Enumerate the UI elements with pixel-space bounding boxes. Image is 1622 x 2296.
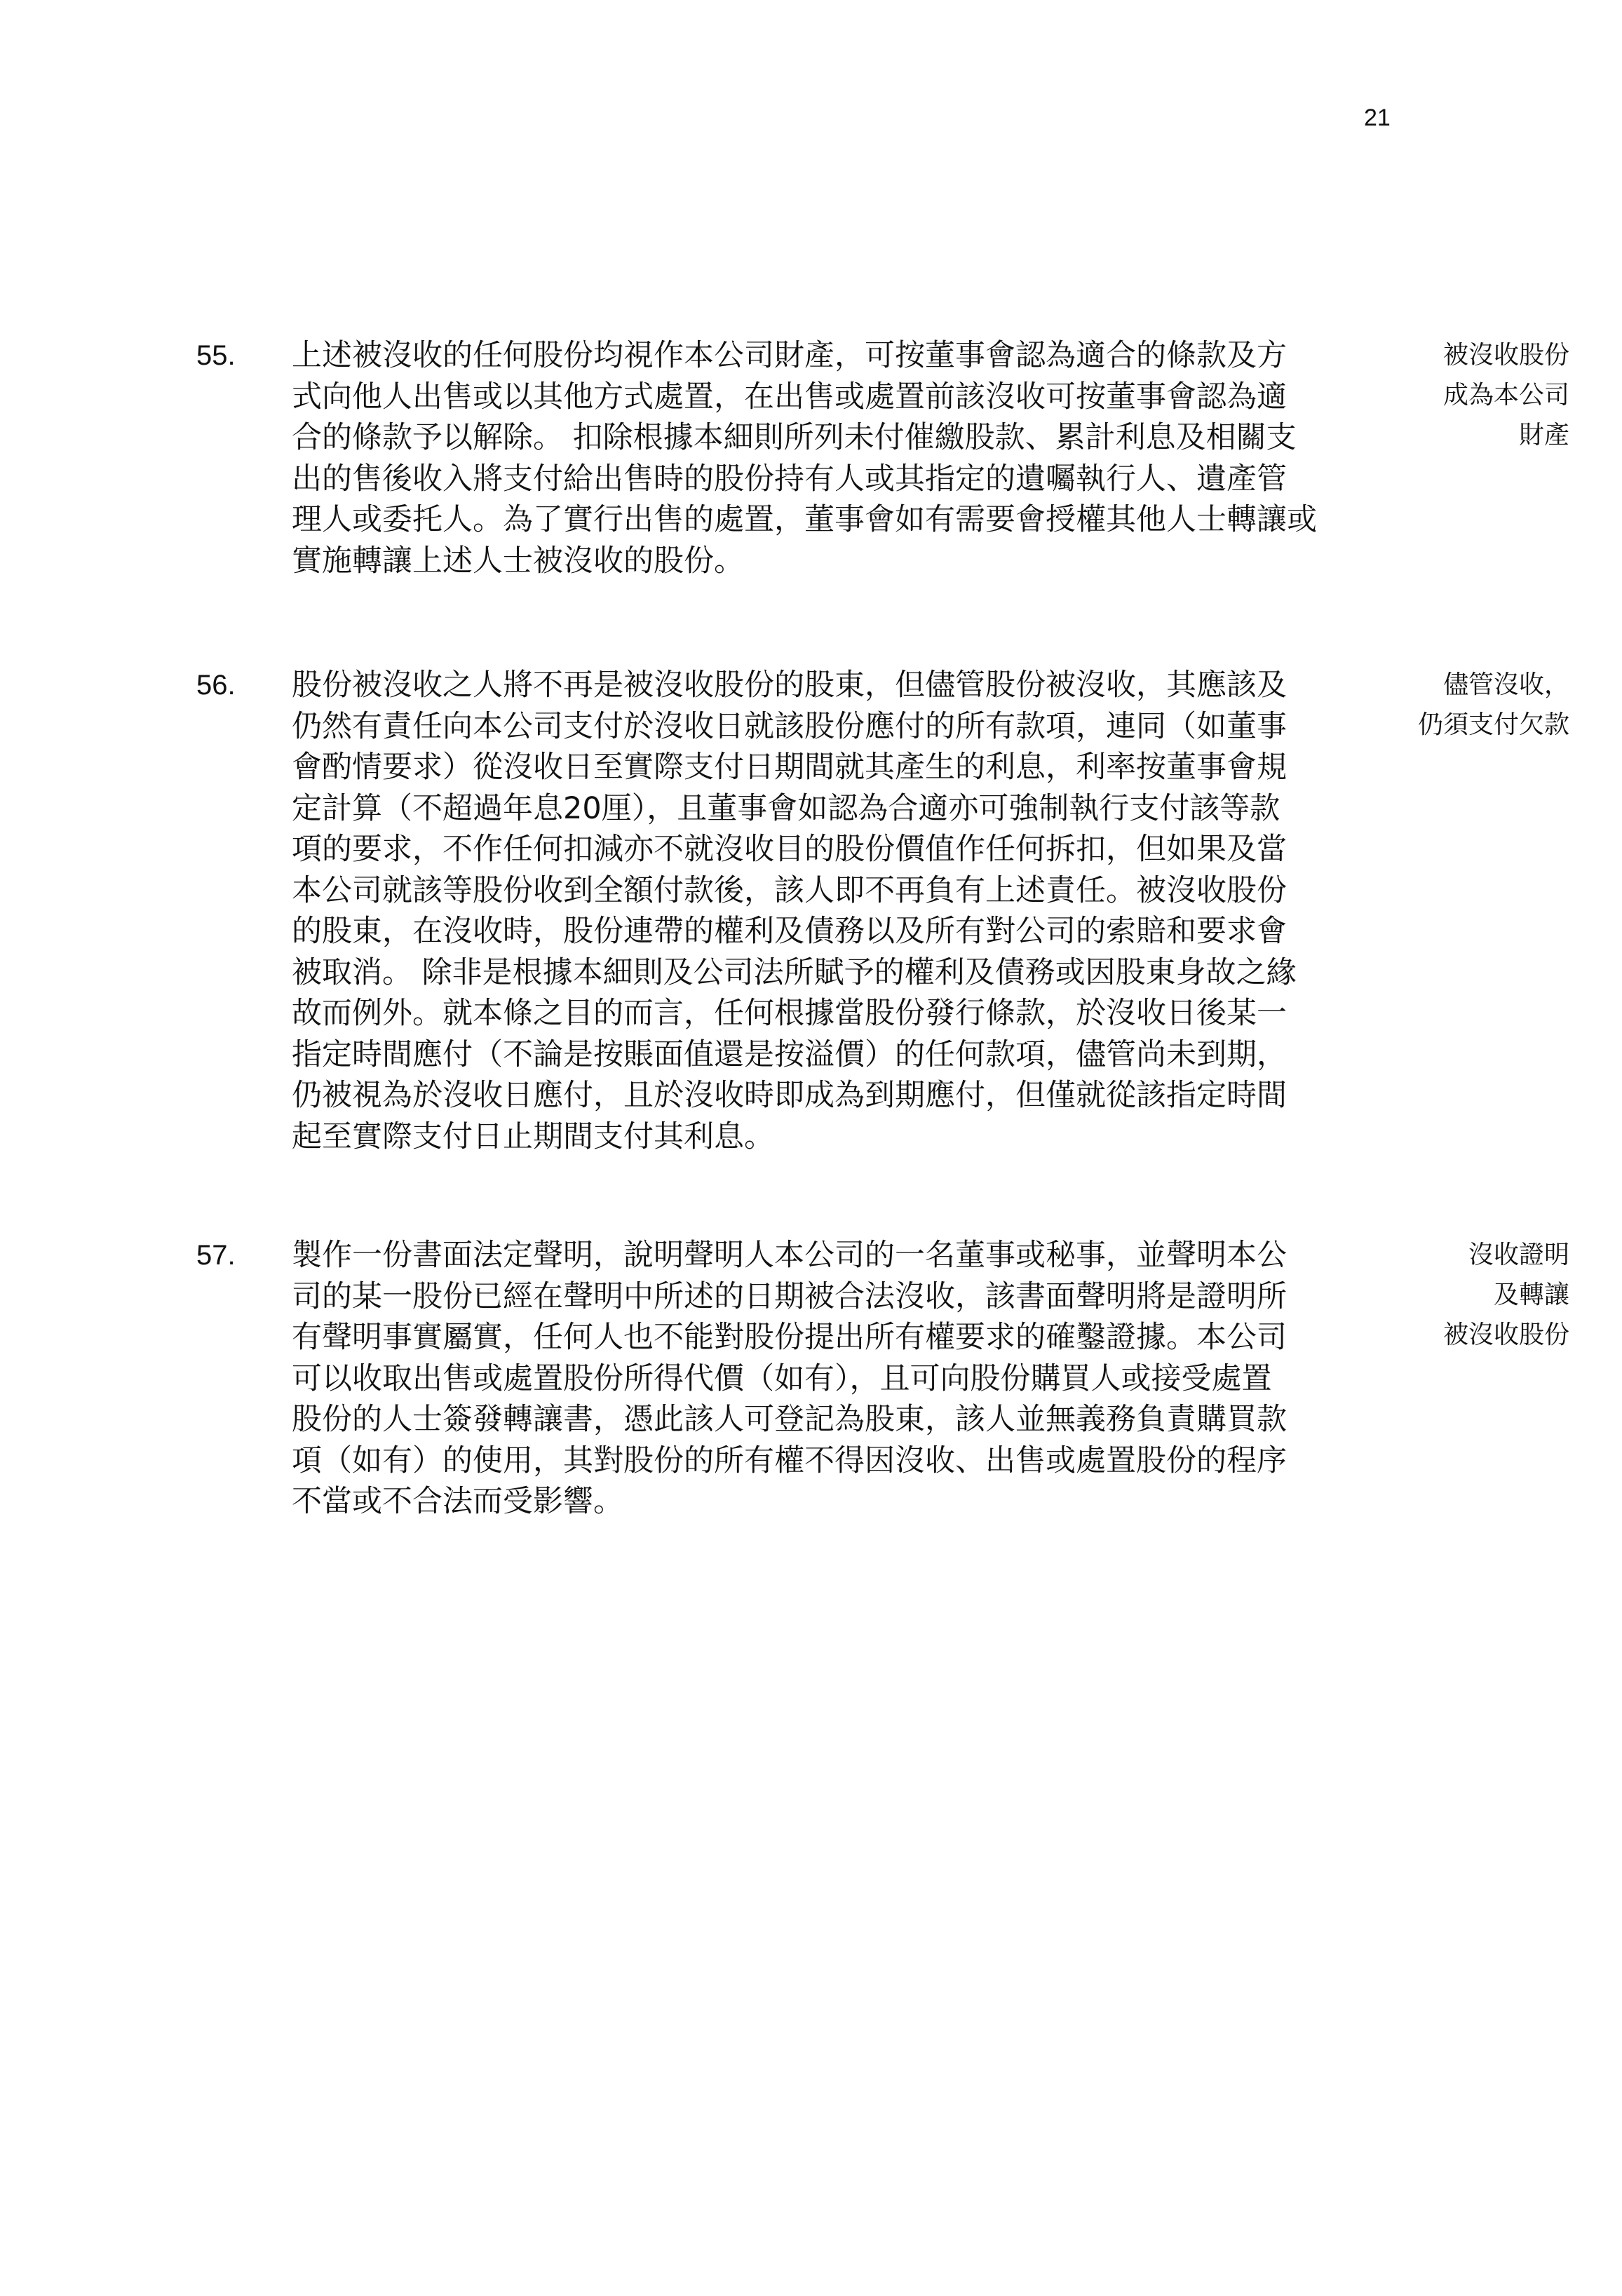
article-number: 56. bbox=[196, 670, 236, 701]
article-line: 被取消。 除非是根據本細則及公司法所賦予的權利及債務或因股東身故之緣 bbox=[292, 954, 1297, 990]
article-line: 製作一份書面法定聲明，說明聲明人本公司的一名董事或秘事，並聲明本公 bbox=[292, 1238, 1287, 1273]
article-line: 指定時間應付（不論是按賬面值還是按溢價）的任何款項，儘管尚未到期， bbox=[292, 1036, 1287, 1072]
article-line: 項（如有）的使用，其對股份的所有權不得因沒收、出售或處置股份的程序 bbox=[292, 1443, 1287, 1478]
side-note-line: 被沒收股份 bbox=[1442, 1321, 1569, 1349]
side-note bbox=[1374, 1235, 1569, 1355]
article-body bbox=[292, 335, 1344, 581]
article-number: 55. bbox=[196, 340, 236, 371]
article-line: 的股東，在沒收時，股份連帶的權利及債務以及所有對公司的索賠和要求會 bbox=[292, 914, 1287, 949]
side-note-line: 財產 bbox=[1518, 421, 1569, 450]
article-line: 股份的人士簽發轉讓書，憑此該人可登記為股東，該人並無義務負責購買款 bbox=[292, 1402, 1287, 1437]
article-line: 股份被沒收之人將不再是被沒收股份的股東，但儘管股份被沒收，其應該及 bbox=[292, 668, 1287, 703]
article-line: 式向他人出售或以其他方式處置，在出售或處置前該沒收可按董事會認為適 bbox=[292, 379, 1287, 414]
article-line: 本公司就該等股份收到全額付款後，該人即不再負有上述責任。被沒收股份 bbox=[292, 872, 1287, 908]
article-line: 司的某一股份已經在聲明中所述的日期被合法沒收，該書面聲明將是證明所 bbox=[292, 1278, 1287, 1314]
article-body bbox=[292, 665, 1344, 1157]
article-line: 有聲明事實屬實，任何人也不能對股份提出所有權要求的確鑿證據。本公司 bbox=[292, 1320, 1287, 1355]
article-line: 定計算（不超過年息20厘），且董事會如認為合適亦可強制執行支付該等款 bbox=[292, 790, 1280, 826]
article-body bbox=[292, 1235, 1344, 1522]
side-note-line: 沒收證明 bbox=[1468, 1241, 1569, 1269]
article-line: 合的條款予以解除。 扣除根據本細則所列未付催繳股款、累計利息及相關支 bbox=[292, 420, 1297, 455]
article-line: 上述被沒收的任何股份均視作本公司財產，可按董事會認為適合的條款及方 bbox=[292, 338, 1287, 373]
article-line: 仍被視為於沒收日應付，且於沒收時即成為到期應付，但僅就從該指定時間 bbox=[292, 1078, 1287, 1113]
article-line: 項的要求，不作任何扣減亦不就沒收目的股份價值作任何拆扣，但如果及當 bbox=[292, 832, 1287, 867]
article-line: 仍然有責任向本公司支付於沒收日就該股份應付的所有款項，連同（如董事 bbox=[292, 708, 1287, 744]
side-note-line: 及轉讓 bbox=[1493, 1281, 1569, 1309]
side-note-line: 被沒收股份 bbox=[1442, 341, 1569, 370]
article-line: 可以收取出售或處置股份所得代價（如有），且可向股份購買人或接受處置 bbox=[292, 1360, 1272, 1396]
article-line: 實施轉讓上述人士被沒收的股份。 bbox=[292, 543, 744, 579]
side-note-line: 儘管沒收， bbox=[1442, 670, 1569, 699]
article-line: 理人或委托人。為了實行出售的處置，董事會如有需要會授權其他人士轉讓或 bbox=[292, 502, 1317, 537]
side-note-line: 成為本公司 bbox=[1442, 381, 1569, 410]
article-line: 出的售後收入將支付給出售時的股份持有人或其指定的遺囑執行人、遺產管 bbox=[292, 461, 1287, 497]
article-line: 故而例外。就本條之目的而言，任何根據當股份發行條款，於沒收日後某一 bbox=[292, 996, 1287, 1031]
article-line: 不當或不合法而受影響。 bbox=[292, 1484, 623, 1519]
article-number: 57. bbox=[196, 1240, 236, 1271]
article-line: 起至實際支付日止期間支付其利息。 bbox=[292, 1119, 774, 1154]
page-number: 21 bbox=[1364, 104, 1391, 131]
side-note bbox=[1374, 335, 1569, 455]
side-note-line: 仍須支付欠款 bbox=[1417, 710, 1569, 739]
side-note bbox=[1374, 665, 1569, 745]
article-line: 會酌情要求）從沒收日至實際支付日期間就其產生的利息，利率按董事會規 bbox=[292, 750, 1287, 785]
